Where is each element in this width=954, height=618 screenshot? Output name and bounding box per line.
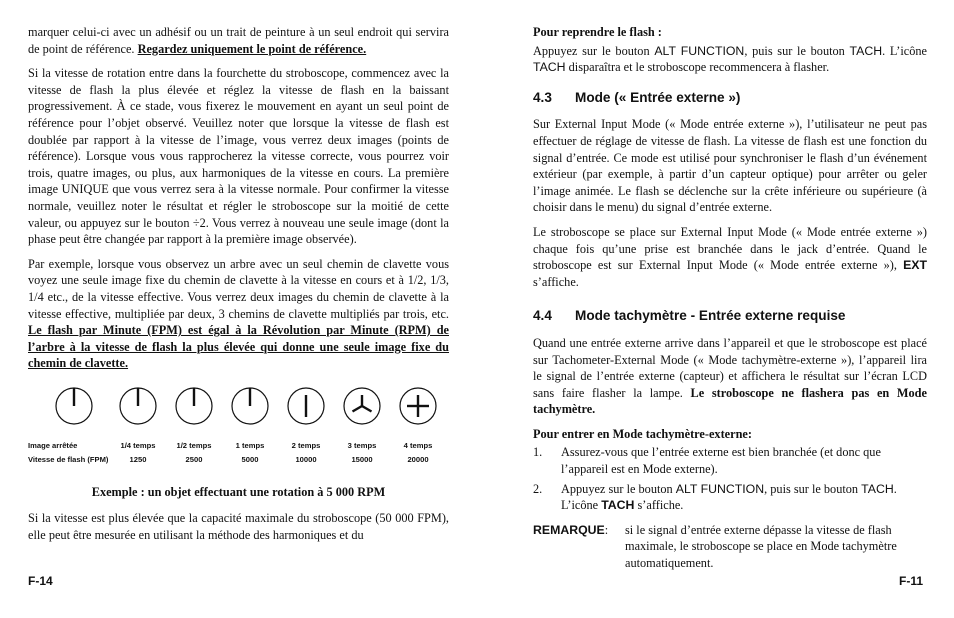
dial-1 <box>118 386 158 426</box>
emphasis: Le flash par Minute (FPM) est égal à la Révolution par Minute (RPM) de l’arbre à la vitesse de flash la plus élevée qui donne une seule image fixe du chemin de clavette. <box>28 323 449 371</box>
reference-mark <box>362 406 372 412</box>
key-label: ALT FUNCTION <box>675 481 765 496</box>
fpm-value: 10000 <box>295 454 317 464</box>
harmonic-label: 2 temps <box>291 440 321 450</box>
paragraph: Par exemple, lorsque vous observez un arbre avec un seul chemin de clavette vous voyez une seule image fixe du chemin de clavette à la vitesse en cours et à 1/2, 1/3, 1/4 etc., de la vitesse effective. Vous verrez deux images du chemin de clavette à la vitesse effective, multipliée par deux, 3 chemins de clavette multipliés par trois, etc. Le flash par Minute (FPM) est égal à la Révolution par Minute (RPM) de l’arbre à la vitesse de flash la plus élevée qui donne une seule image fixe du chemin de clavette. <box>28 256 449 371</box>
fpm-value: 15000 <box>351 454 373 464</box>
emphasis: Le stroboscope ne flashera pas en Mode tachymètre. <box>533 385 927 417</box>
dial-5 <box>342 386 382 426</box>
steps-list <box>533 444 927 513</box>
figure-caption: Exemple : un objet effectuant une rotation à 5 000 RPM <box>91 484 386 499</box>
emphasis: Regardez uniquement le point de référence. <box>137 41 367 56</box>
icon-label: EXT <box>903 258 927 273</box>
harmonic-label: 1/2 temps <box>176 440 212 450</box>
harmonic-label: 1 temps <box>235 440 265 450</box>
paragraph: Sur External Input Mode (« Mode entrée externe »), l’utilisateur ne peut pas effectuer de réglage de vitesse de flash. La vitesse de flash est une fonction du signal d’entrée. Ce mode est utilisé pour synchroniser le flash d’un événement extérieur (par exemple, à partir d’un capteur optique) pour arrêter ou geler l’image animée. Le flash se déclenche sur la crête inférieure ou supérieure (à choisir dans le menu) du signal d’entrée externe. <box>533 117 927 215</box>
right-page <box>533 24 927 572</box>
page-number-left: F-14 <box>28 574 53 588</box>
harmonic-label: 4 temps <box>403 440 433 450</box>
figure-row-label: Vitesse de flash (FPM) <box>28 454 109 464</box>
figure-row-label: Image arrêtée <box>28 440 78 450</box>
dial-3 <box>230 386 270 426</box>
icon-label: TACH <box>533 60 566 75</box>
paragraph: Appuyez sur le bouton ALT FUNCTION, puis sur le bouton TACH. L’icône TACH disparaîtra et le stroboscope recommencera à flasher. <box>533 43 927 75</box>
key-label: TACH <box>861 481 894 496</box>
subheading: Pour reprendre le flash : <box>533 25 662 39</box>
remark-label: REMARQUE <box>533 522 605 537</box>
fpm-value: 2500 <box>185 454 203 464</box>
dial-2 <box>174 386 214 426</box>
subheading: Pour entrer en Mode tachymètre-externe: <box>533 426 752 441</box>
reference-mark <box>352 406 362 412</box>
remark-text: si le signal d’entrée externe dépasse la vitesse de flash maximale, le stroboscope se place en Mode tachymètre automatiquement. <box>625 522 897 571</box>
paragraph: Si la vitesse de rotation entre dans la fourchette du stroboscope, commencez avec la vitesse de flash la plus élevée et réglez la vitesse de flash en la baissant progressivement. À ce stade, vous fixerez le mouvement en ayant un seul point de référence pour l’objet observé. Veuillez noter que lorsque la vitesse de flash est doublée par rapport à la vitesse de l’image, vous verrez deux images (points de référence). Lorsque vous vous rapprocherez la vitesse correcte, vous pourrez voir trois, quatre images, ou plus, aux harmoniques de la vitesse en cours. La première image UNIQUE que vous verrez sera à la vitesse normale. Pour confirmer la vitesse normale, veuillez noter le résultat et régler le stroboscope sur la moitié de cette valeur, ou appuyez sur le bouton ÷2. Vous verrez à nouveau une seule image (dont la phase peut être changée par rapport à la première image observée). <box>28 66 449 247</box>
fpm-value: 20000 <box>407 454 429 464</box>
paragraph: marquer celui-ci avec un adhésif ou un trait de peinture à un seul endroit qui servira de point de référence. Regardez uniquement le point de référence. <box>28 25 449 56</box>
paragraph: Si la vitesse est plus élevée que la capacité maximale du stroboscope (50 000 FPM), elle peut être mesurée en utilisant la méthode des harmoniques et du <box>28 511 449 543</box>
section-heading: 4.4 Mode tachymètre - Entrée externe requise <box>533 308 846 324</box>
key-label: TACH <box>849 43 883 58</box>
page-number-right: F-11 <box>899 574 924 588</box>
section-heading: 4.3 Mode (« Entrée externe ») <box>533 89 741 105</box>
dial-stopped <box>54 386 94 426</box>
harmonic-label: 1/4 temps <box>120 440 156 450</box>
stroboscope-figure <box>28 380 449 476</box>
remark: REMARQUE: si le signal d’entrée externe dépasse la vitesse de flash maximale, le stroboscope se place en Mode tachymètre automatiquement. <box>533 522 927 572</box>
fpm-value: 5000 <box>241 454 259 464</box>
fpm-value: 1250 <box>129 454 147 464</box>
list-item: 2. Appuyez sur le bouton ALT FUNCTION, puis sur le bouton TACH. L’icône TACH s’affiche. <box>533 481 897 513</box>
key-label: ALT FUNCTION <box>654 43 745 58</box>
paragraph: Le stroboscope se place sur External Input Mode (« Mode entrée externe ») chaque fois qu’une prise est branchée dans le jack d’entrée. Quand le stroboscope est sur External Input Mode (« Mode entrée externe »), EXT s’affiche. <box>533 224 927 289</box>
left-page <box>28 24 449 552</box>
paragraph: Quand une entrée externe arrive dans l’appareil et que le stroboscope est placé sur Tachometer-External Mode (« Mode tachymètre-externe »), l’appareil lira le signal de l’entrée externe (capteur) et affichera le résultat sur l’écran LCD sans faire flasher la lampe. Le stroboscope ne flashera pas en Mode tachymètre. <box>533 335 927 417</box>
dial-6 <box>398 386 438 426</box>
list-item: 1. Assurez-vous que l’entrée externe est bien branchée (et donc que l’appareil est en Mode externe). <box>533 445 881 477</box>
harmonic-label: 3 temps <box>347 440 377 450</box>
dial-4 <box>286 386 326 426</box>
icon-label: TACH <box>601 498 635 513</box>
